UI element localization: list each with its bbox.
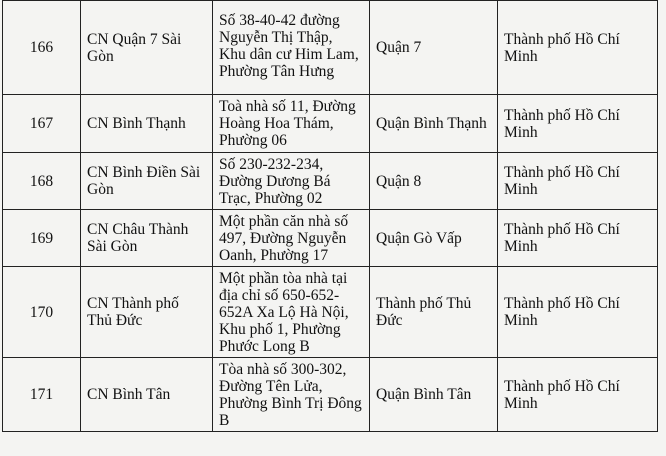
row-number: 166 [3,1,81,95]
row-number: 170 [3,267,81,358]
branch-province: Thành phố Hồ Chí Minh [498,95,658,153]
branch-address: Tòa nhà số 300-302, Đường Tên Lửa, Phường Bình Trị Đông B [213,358,370,432]
row-number: 171 [3,358,81,432]
branch-address [213,1,370,95]
branch-address-text: Số 38-40-42 đường Nguyễn Thị Thập, Khu dân cư Him Lam, Phường Tân Hưng [219,11,359,80]
table-row [3,153,658,210]
row-number: 168 [3,153,81,210]
branch-district: Thành phố Thủ Đức [370,267,498,358]
branch-name: CN Châu Thành Sài Gòn [81,210,213,267]
branch-district: Quận Bình Thạnh [370,95,498,153]
branch-district: Quận Bình Tân [370,358,498,432]
table-row [3,95,658,153]
table-row [3,267,658,358]
branch-address: Một phần tòa nhà tại địa chỉ số 650-652-652A Xa Lộ Hà Nội, Khu phố 1, Phường Phước Long B [213,267,370,358]
row-number: 169 [3,210,81,267]
table-row [3,1,658,95]
branch-name: CN Bình Điền Sài Gòn [81,153,213,210]
branch-province: Thành phố Hồ Chí Minh [498,1,658,95]
branch-district: Quận 8 [370,153,498,210]
branch-province: Thành phố Hồ Chí Minh [498,267,658,358]
branch-address: Một phần căn nhà số 497, Đường Nguyễn Oanh, Phường 17 [213,210,370,267]
branch-name: CN Thành phố Thủ Đức [81,267,213,358]
branch-name: CN Bình Thạnh [81,95,213,153]
branch-name: CN Bình Tân [81,358,213,432]
branch-name: CN Quận 7 Sài Gòn [81,1,213,95]
branch-province: Thành phố Hồ Chí Minh [498,210,658,267]
branch-province: Thành phố Hồ Chí Minh [498,153,658,210]
branch-table [2,0,658,432]
row-number: 167 [3,95,81,153]
branch-province: Thành phố Hồ Chí Minh [498,358,658,432]
branch-district: Quận Gò Vấp [370,210,498,267]
branch-address: Toà nhà số 11, Đường Hoàng Hoa Thám, Phường 06 [213,95,370,153]
branch-address: Số 230-232-234, Đường Dương Bá Trạc, Phường 02 [213,153,370,210]
table-row [3,210,658,267]
branch-district: Quận 7 [370,1,498,95]
table-row [3,358,658,432]
